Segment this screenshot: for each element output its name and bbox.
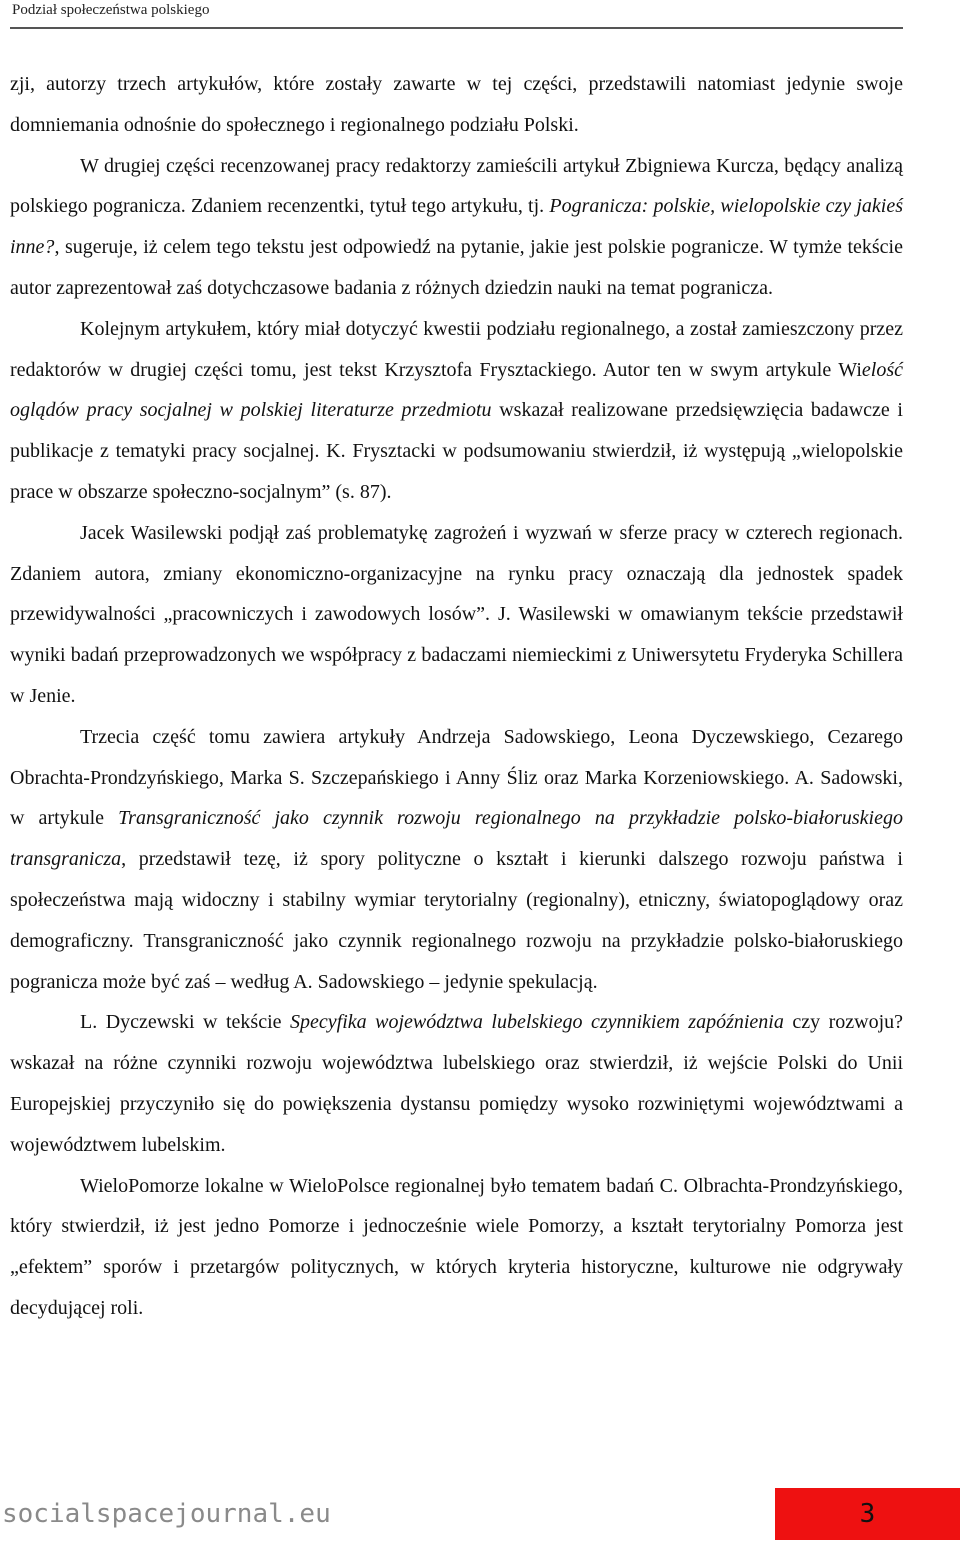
paragraph-text: L. Dyczewski w tekście	[80, 1011, 290, 1034]
body-paragraph	[10, 717, 903, 1003]
paragraph-text: , sugeruje, iż celem tego tekstu jest odpowiedź na pytanie, jakie jest polskie pogranicze. W tymże tekście autor zaprezentował zaś dotychczasowe badania z różnych dziedzin nauki na temat pogranicza.	[10, 236, 903, 299]
italic-title-text: Transgraniczność jako czynnik rozwoju regionalnego na przykładzie polsko-białoruskiego transgranicza	[10, 807, 903, 871]
article-body	[10, 64, 903, 1329]
paragraph-text: Jacek Wasilewski podjął zaś problematykę zagrożeń i wyzwań w sferze pracy w czterech regionach. Zdaniem autora, zmiany ekonomiczno-organizacyjne na rynku pracy oznaczają dla jednostek spadek przewidywalności „pracowniczych i zawodowych losów”. J. Wasilewski w omawianym tekście przedstawił wyniki badań przeprowadzonych we współpracy z badaczami niemieckimi z Uniwersytetu Fryderyka Schillera w Jenie.	[10, 521, 903, 707]
body-paragraph	[10, 513, 903, 717]
footer-website: socialspacejournal.eu	[2, 1499, 331, 1529]
body-paragraph	[10, 146, 903, 309]
paragraph-text: WieloPomorze lokalne w WieloPolsce regionalnej było tematem badań C. Olbrachta-Prondzyńskiego, który stwierdził, iż jest jedno Pomorze i jednocześnie wiele Pomorzy, a kształt terytorialny Pomorza jest „efektem” sporów i przetargów politycznych, w których kryteria historyczne, kulturowe nie odgrywały decydującej roli.	[10, 1174, 903, 1319]
paragraph-text: Kolejnym artykułem, który miał dotyczyć kwestii podziału regionalnego, a został zamieszczony przez redaktorów w drugiej części tomu, jest tekst Krzysztofa Frysztackiego. Autor ten w swym artykule Wi	[10, 317, 903, 381]
body-paragraph	[10, 1166, 903, 1329]
paragraph-text: Trzecia część tomu zawiera artykuły Andrzeja Sadowskiego, Leona Dyczewskiego, Cezarego Obrachta-Prondzyńskiego, Marka S. Szczepańskiego i Anny Śliz oraz Marka Korzeniowskiego. A. Sadowski, w artykule	[10, 725, 903, 830]
body-paragraph	[10, 309, 903, 513]
paragraph-text: , przedstawił tezę, iż spory polityczne o kształt i kierunki dalszego rozwoju państwa i społeczeństwa mają widoczny i stabilny wymiar terytorialny (regionalny), etniczny, światopoglądowy oraz demograficzny. Transgraniczność jako czynnik regionalnego rozwoju na przykładzie polsko-białoruskiego pogranicza może być zaś – według A. Sadowskiego – jedynie spekulacją.	[10, 848, 903, 993]
paragraph-text: wskazał realizowane przedsięwzięcia badawcze i publikacje z tematyki pracy socjalnej. K. Frysztacki w podsumowaniu stwierdził, iż występują „wielopolskie prace w obszarze społeczno-socjalnym” (s. 87).	[10, 399, 903, 503]
body-paragraph	[10, 1002, 903, 1165]
body-paragraph	[10, 64, 903, 146]
paragraph-text: zji, autorzy trzech artykułów, które zostały zawarte w tej części, przedstawili natomiast jedynie swoje domniemania odnośnie do społecznego i regionalnego podziału Polski.	[10, 73, 903, 136]
header-divider	[10, 27, 903, 29]
italic-title-text: Pogranicza: polskie, wielopolskie czy jakieś inne?	[10, 195, 903, 259]
paragraph-text: W drugiej części recenzowanej pracy redaktorzy zamieścili artykuł Zbigniewa Kurcza, będący analizą polskiego pogranicza. Zdaniem recenzentki, tytuł tego artykułu, tj.	[10, 154, 903, 218]
page-number-badge: 3	[775, 1488, 960, 1540]
running-header-title: Podział społeczeństwa polskiego	[12, 2, 210, 18]
italic-title-text: Specyfika województwa lubelskiego czynnikiem zapóźnienia	[290, 1011, 784, 1034]
italic-title-text: elość oglądów pracy socjalnej w polskiej literaturze przedmiotu	[10, 358, 903, 422]
paragraph-text: czy rozwoju? wskazał na różne czynniki rozwoju województwa lubelskiego oraz stwierdził, iż wejście Polski do Unii Europejskiej przyczyniło się do powiększenia dystansu pomiędzy wysoko rozwiniętymi województwami a województwem lubelskim.	[10, 1011, 904, 1156]
